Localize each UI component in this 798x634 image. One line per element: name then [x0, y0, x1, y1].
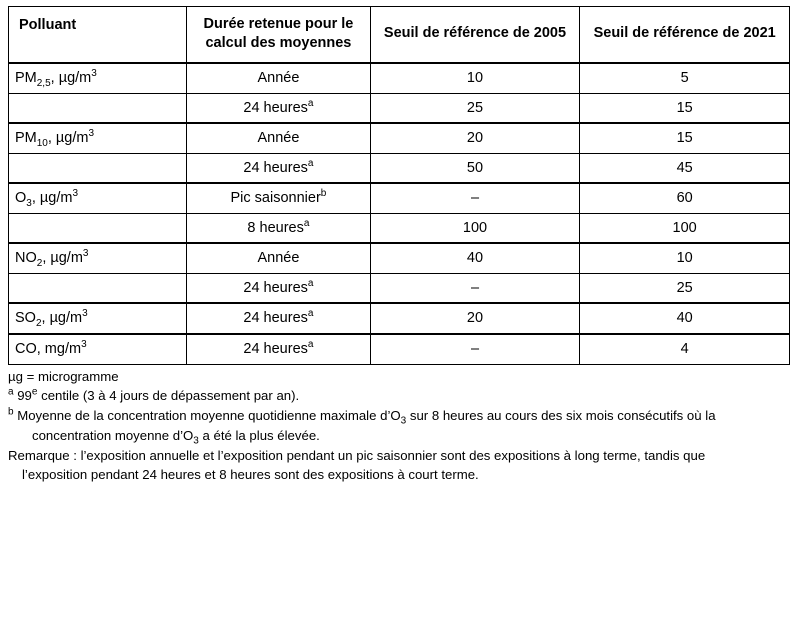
table-row — [9, 243, 790, 273]
cell-value-2021: 45 — [580, 153, 790, 183]
cell-averaging-period: 24 heures$^a$ — [187, 334, 370, 364]
column-header-2021: Seuil de référence de 2021 — [580, 7, 790, 64]
air-quality-guidelines-table — [8, 6, 790, 365]
table-row — [9, 334, 790, 364]
cell-averaging-period: 24 heures$^a$ — [187, 93, 370, 123]
table-row — [9, 183, 790, 213]
cell-pollutant — [9, 153, 187, 183]
cell-pollutant: $PM_{2,5}$, $\mu g/m^3$ — [9, 63, 187, 93]
table-header — [9, 7, 790, 64]
cell-pollutant — [9, 273, 187, 303]
cell-value-2005: 25 — [370, 93, 580, 123]
table-footnotes — [8, 368, 790, 485]
cell-value-2021: 25 — [580, 273, 790, 303]
cell-value-2005: 50 — [370, 153, 580, 183]
cell-value-2021: 4 — [580, 334, 790, 364]
table-row — [9, 273, 790, 303]
cell-value-2005: – — [370, 183, 580, 213]
cell-averaging-period: 24 heures$^a$ — [187, 303, 370, 334]
footnote: $^a$ 99e centile (3 à 4 jours de dépassement par an). — [8, 386, 300, 404]
cell-pollutant: $PM_{10}$, $\mu g/m^3$ — [9, 123, 187, 153]
cell-averaging-period: 24 heures$^a$ — [187, 273, 370, 303]
cell-value-2005: – — [370, 334, 580, 364]
cell-value-2005: 10 — [370, 63, 580, 93]
cell-averaging-period: 8 heures$^a$ — [187, 213, 370, 243]
table-row — [9, 303, 790, 334]
cell-pollutant: $NO_2$, $\mu g/m^3$ — [9, 243, 187, 273]
table-row — [9, 153, 790, 183]
table-header-row — [9, 7, 790, 64]
cell-pollutant — [9, 93, 187, 123]
cell-value-2005: – — [370, 273, 580, 303]
footnote: l’exposition pendant 24 heures et 8 heures sont des expositions à court terme. — [22, 467, 479, 483]
table-row — [9, 63, 790, 93]
cell-value-2021: 40 — [580, 303, 790, 334]
cell-pollutant: $SO_2$, $\mu g/m^3$ — [9, 303, 187, 334]
footnote: $^b$ Moyenne de la concentration moyenne quotidienne maximale $d’O_3$ sur 8 heures au cours des six mois consécutifs où la — [8, 406, 716, 427]
cell-value-2005: 20 — [370, 303, 580, 334]
cell-value-2021: 15 — [580, 123, 790, 153]
footnote: µg = microgramme — [8, 368, 119, 384]
cell-value-2005: 40 — [370, 243, 580, 273]
table-row — [9, 123, 790, 153]
cell-value-2021: 15 — [580, 93, 790, 123]
cell-averaging-period: Année — [187, 123, 370, 153]
cell-value-2021: 5 — [580, 63, 790, 93]
cell-pollutant: CO, $mg/m^3$ — [9, 334, 187, 364]
cell-value-2005: 20 — [370, 123, 580, 153]
cell-averaging-period: 24 heures$^a$ — [187, 153, 370, 183]
column-header-averaging-period: Durée retenue pour le calcul des moyennes — [187, 7, 370, 64]
cell-averaging-period: Pic saisonnier$^b$ — [187, 183, 370, 213]
table-row — [9, 213, 790, 243]
cell-averaging-period: Année — [187, 63, 370, 93]
table-body — [9, 63, 790, 364]
footnote: Remarque : l’exposition annuelle et l’exposition pendant un pic saisonnier sont des expositions à long terme, tandis que — [8, 447, 706, 463]
cell-pollutant — [9, 213, 187, 243]
column-header-pollutant: Polluant — [9, 7, 187, 64]
column-header-2005: Seuil de référence de 2005 — [370, 7, 580, 64]
cell-value-2021: 100 — [580, 213, 790, 243]
cell-averaging-period: Année — [187, 243, 370, 273]
cell-value-2021: 10 — [580, 243, 790, 273]
cell-pollutant: $O_3$, $\mu g/m^3$ — [9, 183, 187, 213]
table-row — [9, 93, 790, 123]
cell-value-2021: 60 — [580, 183, 790, 213]
cell-value-2005: 100 — [370, 213, 580, 243]
footnote: concentration moyenne $d’O_3$ a été la plus élevée. — [32, 427, 320, 447]
